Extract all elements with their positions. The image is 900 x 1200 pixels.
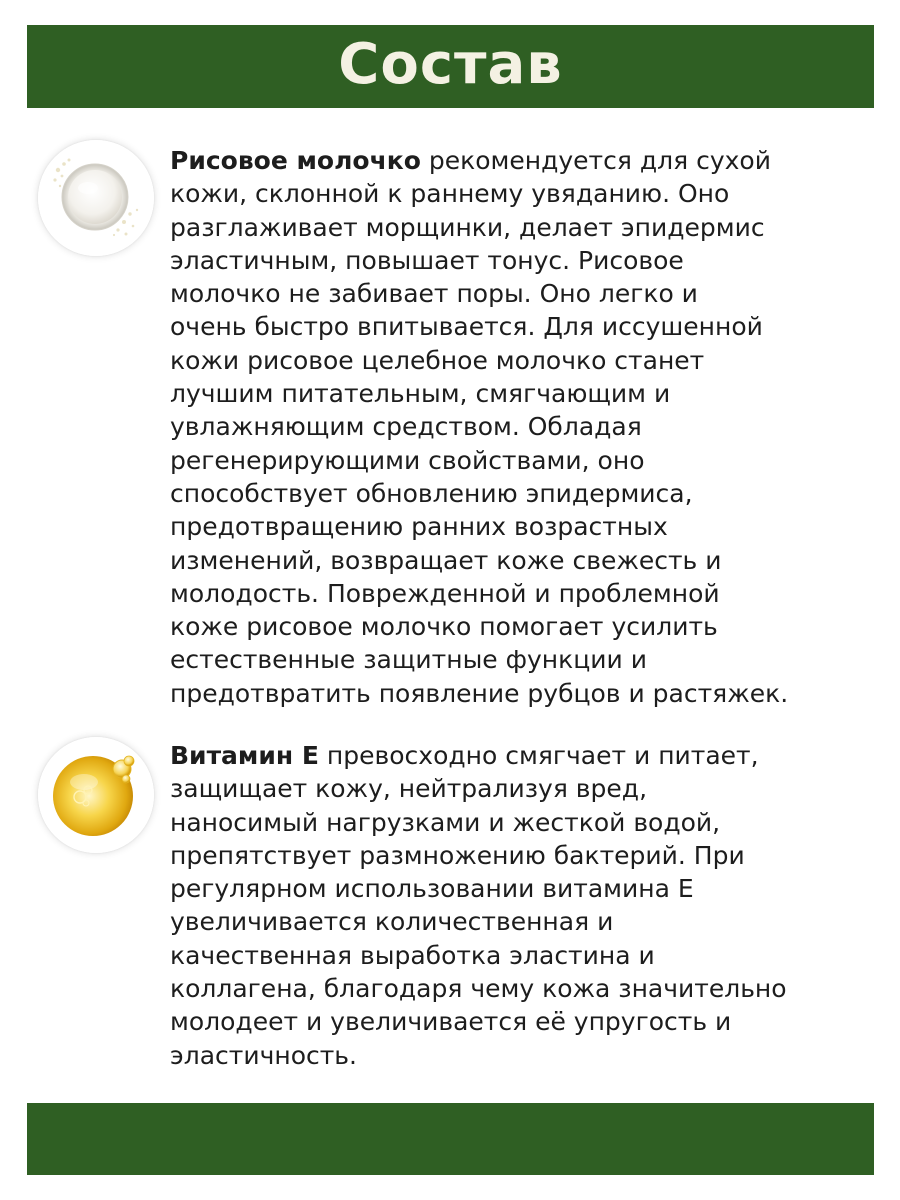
text-line: предотвратить появление рубцов и растяжек. <box>170 678 789 708</box>
vitamin-e-description <box>170 739 870 1072</box>
text-line: кожи рисовое целебное молочко станет <box>170 345 705 375</box>
text-line: лучшим питательным, смягчающим и <box>170 379 671 409</box>
page-title: Состав <box>338 31 563 97</box>
text-line: наносимый нагрузками и жесткой водой, <box>170 807 721 837</box>
text-line: эластичным, повышает тонус. Рисовое <box>170 245 684 275</box>
vitamin-e-oil-icon <box>38 737 154 853</box>
text-line: очень быстро впитывается. Для иссушенной <box>170 312 763 342</box>
ingredient-name: Витамин Е <box>170 741 319 770</box>
ingredient-name: Рисовое молочко <box>170 146 421 175</box>
text-line: препятствует размножению бактерий. При <box>170 840 745 870</box>
text-line: коже рисовое молочко помогает усилить <box>170 612 718 642</box>
footer-band <box>27 1103 874 1175</box>
text-line: Витамин Е превосходно смягчает и питает, <box>170 741 759 770</box>
text-line: разглаживает морщинки, делает эпидермис <box>170 212 765 242</box>
text-line: молодость. Поврежденной и проблемной <box>170 578 720 608</box>
text-line: регулярном использовании витамина Е <box>170 874 694 904</box>
text-line: способствует обновлению эпидермиса, <box>170 478 693 508</box>
text-line: увлажняющим средством. Обладая <box>170 412 642 442</box>
text-line: Рисовое молочко рекомендуется для сухой <box>170 146 771 175</box>
text-line: кожи, склонной к раннему увяданию. Оно <box>170 179 730 209</box>
text-line: коллагена, благодаря чему кожа значительно <box>170 974 787 1004</box>
text-line: молодеет и увеличивается её упругость и <box>170 1007 732 1037</box>
text-line: молочко не забивает поры. Оно легко и <box>170 279 698 309</box>
rice-milk-description <box>170 144 870 710</box>
text-line: увеличивается количественная и <box>170 907 614 937</box>
header-band <box>27 25 874 108</box>
text-line: качественная выработка эластина и <box>170 940 655 970</box>
text-line: регенерирующими свойствами, оно <box>170 445 645 475</box>
text-line: защищает кожу, нейтрализуя вред, <box>170 774 648 804</box>
text-line: эластичность. <box>170 1040 357 1070</box>
text-line: изменений, возвращает коже свежесть и <box>170 545 722 575</box>
text-line: естественные защитные функции и <box>170 645 647 675</box>
text-line: предотвращению ранних возрастных <box>170 512 668 542</box>
rice-milk-icon <box>38 140 154 256</box>
